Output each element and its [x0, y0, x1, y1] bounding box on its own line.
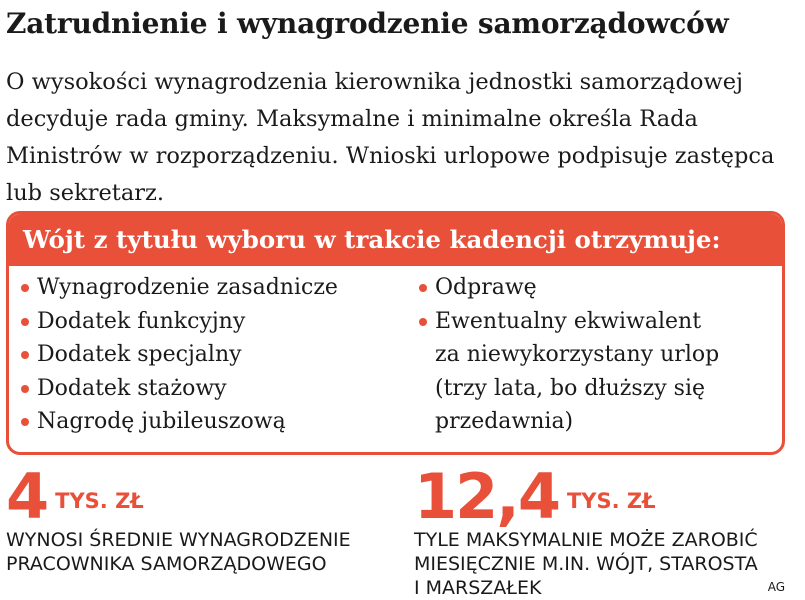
list-item-continuation — [417, 372, 782, 406]
stat-unit: TYS. ZŁ — [566, 489, 656, 513]
stat-average-salary — [6, 460, 401, 576]
author-credit: AG — [767, 580, 785, 594]
bullet-icon — [21, 318, 29, 326]
list-item-label: Dodatek specjalny — [37, 342, 242, 367]
list-item — [19, 405, 409, 439]
bullet-icon — [419, 318, 427, 326]
list-item-label: Ewentualny ekwiwalent — [435, 308, 702, 334]
stat-figure — [414, 460, 799, 533]
list-item — [417, 271, 782, 305]
list-item — [19, 338, 409, 372]
bullet-icon — [21, 418, 29, 426]
list-item-label: za niewykorzystany urlop — [435, 342, 720, 367]
bullet-icon — [419, 284, 427, 292]
stat-caption-line: PRACOWNIKA SAMORZĄDOWEGO — [6, 553, 327, 575]
list-item-label: Wynagrodzenie zasadnicze — [37, 275, 338, 300]
list-item-label: (trzy lata, bo dłuższy się — [435, 375, 705, 401]
benefits-right-list — [417, 271, 782, 439]
bullet-icon — [21, 385, 29, 393]
stat-caption-line: WYNOSI ŚREDNIE WYNAGRODZENIE — [6, 529, 351, 551]
benefits-box-header: Wójt z tytułu wyboru w trakcie kadencji otrzymuje: — [9, 214, 782, 266]
list-item-label: Dodatek stażowy — [37, 375, 227, 401]
list-item — [19, 372, 409, 406]
stat-unit: TYS. ZŁ — [55, 489, 144, 513]
intro-paragraph: O wysokości wynagrodzenia kierownika jednostki samorządowej decyduje rada gminy. Maksymalne i minimalne określa Rada Ministrów w rozporządzeniu. Wnioski urlopowe podpisuje zastępca lub sekretarz. — [6, 69, 775, 206]
stat-caption-line: MIESIĘCZNIE M.IN. WÓJT, STAROSTA — [414, 553, 758, 575]
page-title: Zatrudnienie i wynagrodzenie samorządowców — [6, 7, 729, 40]
stat-value: 4 — [6, 460, 48, 533]
stat-caption-line: TYLE MAKSYMALNIE MOŻE ZAROBIĆ — [414, 529, 758, 551]
list-item-continuation — [417, 405, 782, 439]
stat-caption-line: I MARSZAŁEK — [414, 577, 542, 599]
list-item-label: przedawnia) — [435, 409, 574, 434]
bullet-icon — [21, 284, 29, 292]
benefits-left-list — [19, 271, 409, 439]
stat-value: 12,4 — [414, 460, 559, 533]
bullet-icon — [21, 351, 29, 359]
list-item — [19, 305, 409, 339]
list-item-continuation — [417, 338, 782, 372]
list-item-label: Dodatek funkcyjny — [37, 308, 246, 334]
stat-figure — [6, 460, 401, 533]
list-item — [19, 271, 409, 305]
list-item-label: Nagrodę jubileuszową — [37, 409, 286, 434]
list-item-label: Odprawę — [435, 275, 537, 300]
benefits-box — [6, 211, 785, 455]
list-item — [417, 305, 782, 339]
stat-max-salary — [414, 460, 799, 600]
